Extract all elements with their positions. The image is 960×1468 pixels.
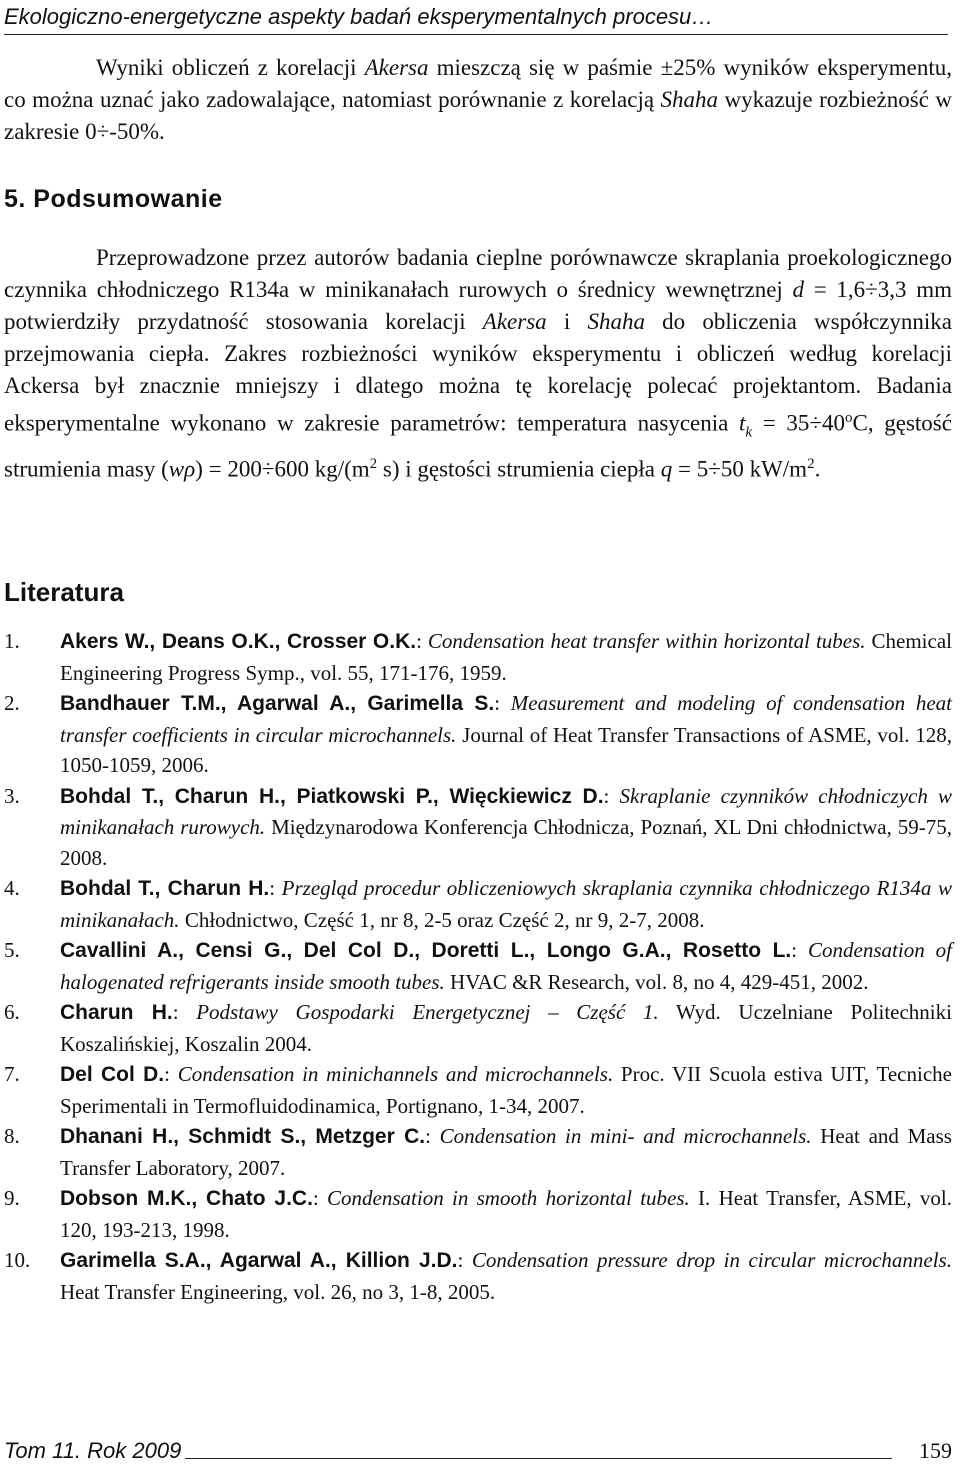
- reference-number: 4.: [4, 876, 20, 900]
- reference-number: 2.: [4, 691, 20, 715]
- summary-text-4: do obliczenia współczynnika przejmowania ciepła. Zakres rozbieżności wyników eksperymentu i obliczeń według korelacji Ackersa był znacznie mniejszy i dlatego można tę korelację polecać projektantom. Badania eksperymentalne wykonano w zakresie parametrów: temperatura nasycenia: [4, 309, 952, 436]
- reference-authors: Del Col D.: [60, 1063, 165, 1086]
- summary-paragraph: [4, 242, 952, 486]
- reference-source: Heat Transfer Engineering, vol. 26, no 3, 1-8, 2005.: [60, 1279, 496, 1304]
- reference-number: 9.: [4, 1186, 20, 1210]
- summary-text-9: = 5÷50 kW/m: [672, 456, 808, 482]
- square-sup-1: 2: [369, 456, 378, 473]
- symbol-d: d: [792, 277, 805, 302]
- reference-title: Condensation of halogenated refrigerants inside smooth tubes.: [60, 938, 952, 994]
- symbol-t-sub: k: [745, 424, 753, 441]
- reference-source: HVAC &R Research, vol. 8, no 4, 429-451, 2002.: [444, 969, 869, 994]
- reference-item: [4, 873, 952, 935]
- reference-title: Podstawy Gospodarki Energetycznej – Część 1.: [196, 1000, 659, 1024]
- reference-item: [4, 1183, 952, 1245]
- reference-number: 5.: [4, 938, 20, 962]
- reference-item: [4, 1059, 952, 1121]
- reference-title: Condensation heat transfer within horizontal tubes.: [427, 629, 866, 653]
- summary-text-6: C, gęstość strumienia masy (: [4, 410, 952, 482]
- reference-number: 1.: [4, 629, 20, 653]
- reference-number: 6.: [4, 1000, 20, 1024]
- symbol-t: t: [739, 410, 746, 436]
- summary-text-10: .: [814, 456, 821, 482]
- page-number: 159: [919, 1438, 952, 1463]
- reference-title: Condensation in smooth horizontal tubes.: [327, 1186, 690, 1210]
- summary-shaha: Shaha: [587, 309, 645, 334]
- intro-text-2: mieszczą się w paśmie ±25% wyników eksperymentu, co można uznać jako zadowalające, natomiast porównanie z korelacją: [4, 55, 952, 112]
- reference-number: 10.: [4, 1248, 31, 1272]
- summary-text-3: i: [546, 309, 588, 334]
- journal-volume: Tom 11. Rok 2009: [4, 1438, 185, 1464]
- reference-authors: Akers W., Deans O.K., Crosser O.K.: [60, 630, 417, 653]
- summary-text-7: ) = 200÷600 kg/(m: [195, 456, 370, 482]
- reference-item: [4, 781, 952, 874]
- reference-authors: Cavallini A., Censi G., Del Col D., Doretti L., Longo G.A., Rosetto L.: [60, 939, 792, 962]
- reference-item: [4, 935, 952, 997]
- degree-sup: o: [845, 410, 853, 426]
- symbol-wrho: wρ: [168, 456, 196, 482]
- reference-separator: :: [312, 1186, 328, 1210]
- reference-authors: Dhanani H., Schmidt S., Metzger C.: [60, 1125, 426, 1148]
- section-heading: 5. Podsumowanie: [4, 185, 223, 213]
- summary-text-5: = 35÷40: [752, 410, 845, 436]
- reference-source: Międzynarodowa Konferencja Chłodnicza, Poznań, XL Dni chłodnictwa, 59-75, 2008.: [60, 815, 952, 870]
- reference-separator: :: [172, 1000, 197, 1024]
- reference-source: Proc. VII Scuola estiva UIT, Tecniche Sperimentali in Termofluidodinamica, Portignano, 1-34, 2007.: [60, 1062, 952, 1118]
- reference-title: Przegląd procedur obliczeniowych skraplania czynnika chłodniczego R134a w minikanałach.: [60, 876, 952, 932]
- reference-source: Journal of Heat Transfer Transactions of ASME, vol. 128, 1050-1059, 2006.: [60, 722, 952, 777]
- reference-separator: :: [603, 783, 620, 808]
- summary-akersa: Akersa: [482, 309, 547, 334]
- reference-number: 3.: [4, 783, 20, 808]
- reference-title: Skraplanie czynników chłodniczych w minikanałach rurowych.: [60, 783, 952, 839]
- reference-title: Measurement and modeling of condensation heat transfer coefficients in circular microchannels.: [60, 691, 953, 747]
- square-sup-2: 2: [807, 456, 815, 473]
- reference-title: Condensation pressure drop in circular microchannels.: [471, 1248, 952, 1272]
- summary-text-2: = 1,6÷3,3 mm potwierdziły przydatność stosowania korelacji: [4, 277, 953, 334]
- reference-authors: Charun H.: [60, 1001, 173, 1024]
- reference-authors: Dobson M.K., Chato J.C.: [60, 1187, 313, 1210]
- reference-number: 8.: [4, 1124, 20, 1148]
- reference-authors: Bohdal T., Charun H., Piatkowski P., Więckiewicz D.: [60, 784, 604, 808]
- reference-number: 7.: [4, 1062, 20, 1086]
- reference-separator: :: [416, 629, 428, 653]
- reference-item: [4, 1121, 952, 1183]
- reference-source: I. Heat Transfer, ASME, vol. 120, 193-213, 1998.: [60, 1186, 952, 1242]
- reference-separator: :: [457, 1248, 472, 1272]
- literature-heading: Literatura: [4, 577, 124, 607]
- summary-text-1: Przeprowadzone przez autorów badania cieplne porównawcze skraplania proekologicznego czynnika chłodniczego R134a w minikanałach rurowych o średnicy wewnętrznej: [4, 245, 952, 302]
- reference-authors: Bohdal T., Charun H.: [60, 877, 270, 900]
- running-header: Ekologiczno-energetyczne aspekty badań eksperymentalnych procesu…: [4, 2, 948, 35]
- reference-source: Chłodnictwo, Część 1, nr 8, 2-5 oraz Część 2, nr 9, 2-7, 2008.: [179, 907, 705, 932]
- summary-text-8: s) i gęstości strumienia ciepła: [377, 456, 661, 482]
- reference-separator: :: [791, 938, 809, 962]
- reference-separator: :: [425, 1124, 440, 1148]
- intro-paragraph: [4, 52, 952, 148]
- reference-title: Condensation in mini- and microchannels.: [439, 1124, 812, 1148]
- reference-authors: Bandhauer T.M., Agarwal A., Garimella S.: [60, 692, 495, 715]
- intro-shaha: Shaha: [660, 87, 719, 112]
- reference-item: [4, 626, 952, 688]
- page-footer: [4, 1438, 952, 1464]
- reference-separator: :: [164, 1062, 178, 1086]
- intro-text-1: Wyniki obliczeń z korelacji: [96, 55, 365, 80]
- reference-authors: Garimella S.A., Agarwal A., Killion J.D.: [60, 1249, 458, 1272]
- intro-text-3: wykazuje rozbieżność w zakresie 0÷-50%.: [4, 87, 952, 144]
- reference-item: [4, 688, 952, 781]
- symbol-q: q: [660, 456, 673, 482]
- reference-source: Chemical Engineering Progress Symp., vol. 55, 171-176, 1959.: [60, 629, 952, 685]
- intro-akersa: Akersa: [364, 55, 429, 80]
- reference-separator: :: [494, 691, 511, 715]
- reference-title: Condensation in minichannels and microchannels.: [177, 1062, 614, 1086]
- reference-source: Wyd. Uczelniane Politechniki Koszalińskiej, Koszalin 2004.: [60, 1000, 952, 1056]
- reference-list: [4, 626, 952, 1307]
- reference-item: [4, 997, 952, 1059]
- reference-source: Heat and Mass Transfer Laboratory, 2007.: [60, 1124, 952, 1180]
- reference-separator: :: [269, 876, 282, 900]
- reference-item: [4, 1245, 952, 1307]
